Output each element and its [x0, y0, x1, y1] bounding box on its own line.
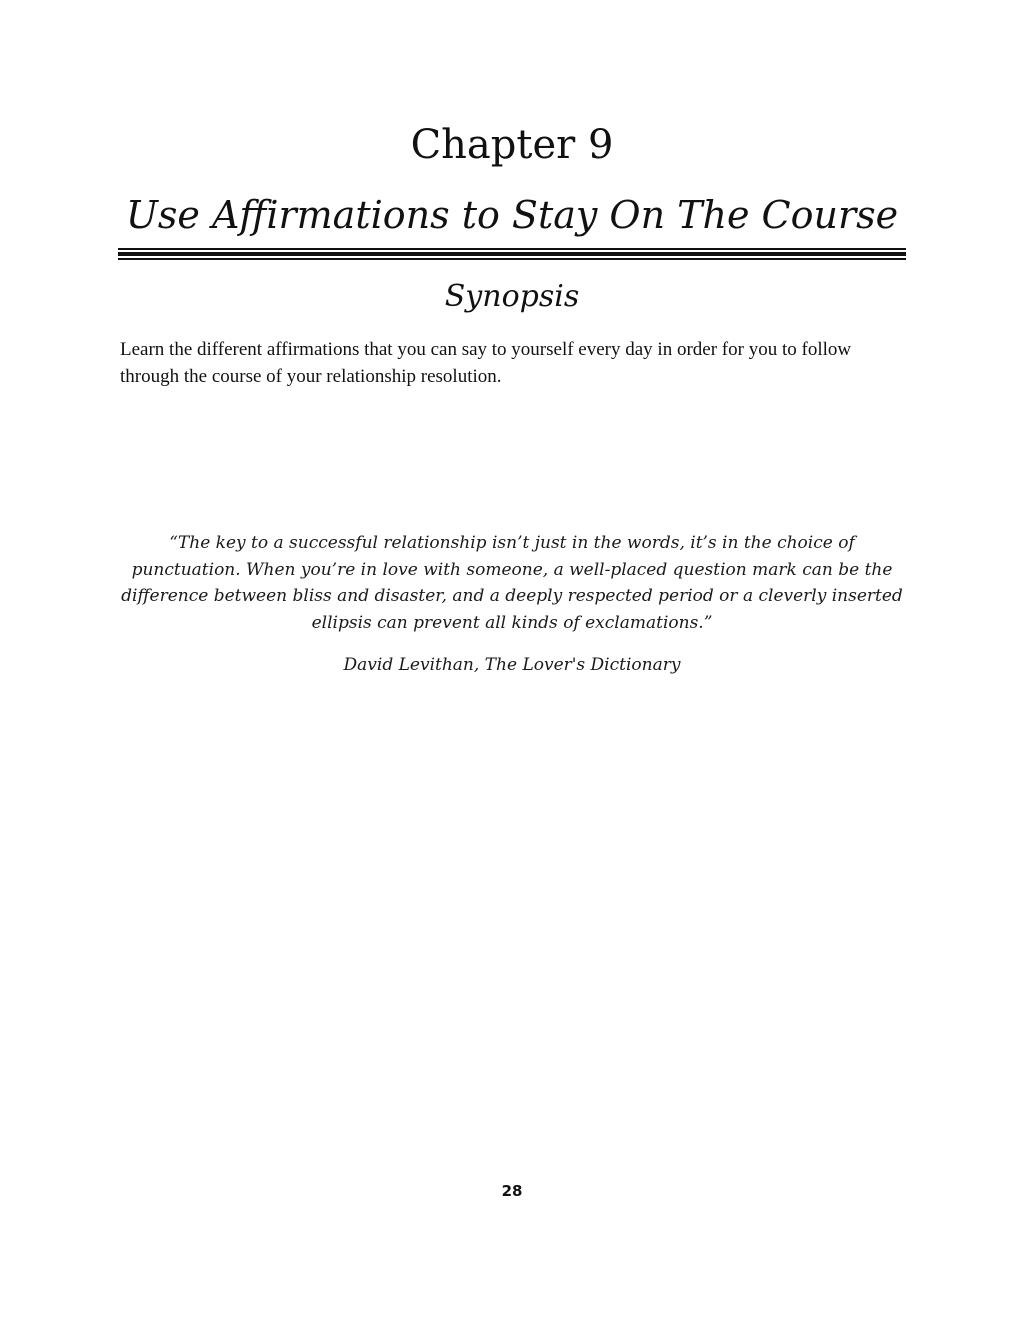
- divider-thin-line-bottom: [118, 258, 906, 260]
- title-divider: [118, 248, 906, 260]
- chapter-number: Chapter 9: [410, 122, 614, 168]
- synopsis-heading: Synopsis: [444, 279, 580, 314]
- chapter-title: Use Affirmations to Stay On The Course: [125, 193, 899, 237]
- divider-thin-line-top: [118, 248, 906, 250]
- divider-thick-line: [118, 252, 906, 256]
- synopsis-paragraph: Learn the different affirmations that you can say to yourself every day in order for you to follow through the course of your relationship resolution.: [120, 339, 852, 387]
- epigraph-quote: “The key to a successful relationship isn’t just in the words, it’s in the choice of punctuation. When you’re in love with someone, a well-placed question mark can be the difference between bliss and disaster, and a deeply respected period or a cleverly inserted ellipsis can prevent all kinds of exclamations.”: [121, 533, 903, 633]
- page-number: 28: [501, 1182, 523, 1200]
- quote-attribution: David Levithan, The Lover's Dictionary: [343, 655, 681, 675]
